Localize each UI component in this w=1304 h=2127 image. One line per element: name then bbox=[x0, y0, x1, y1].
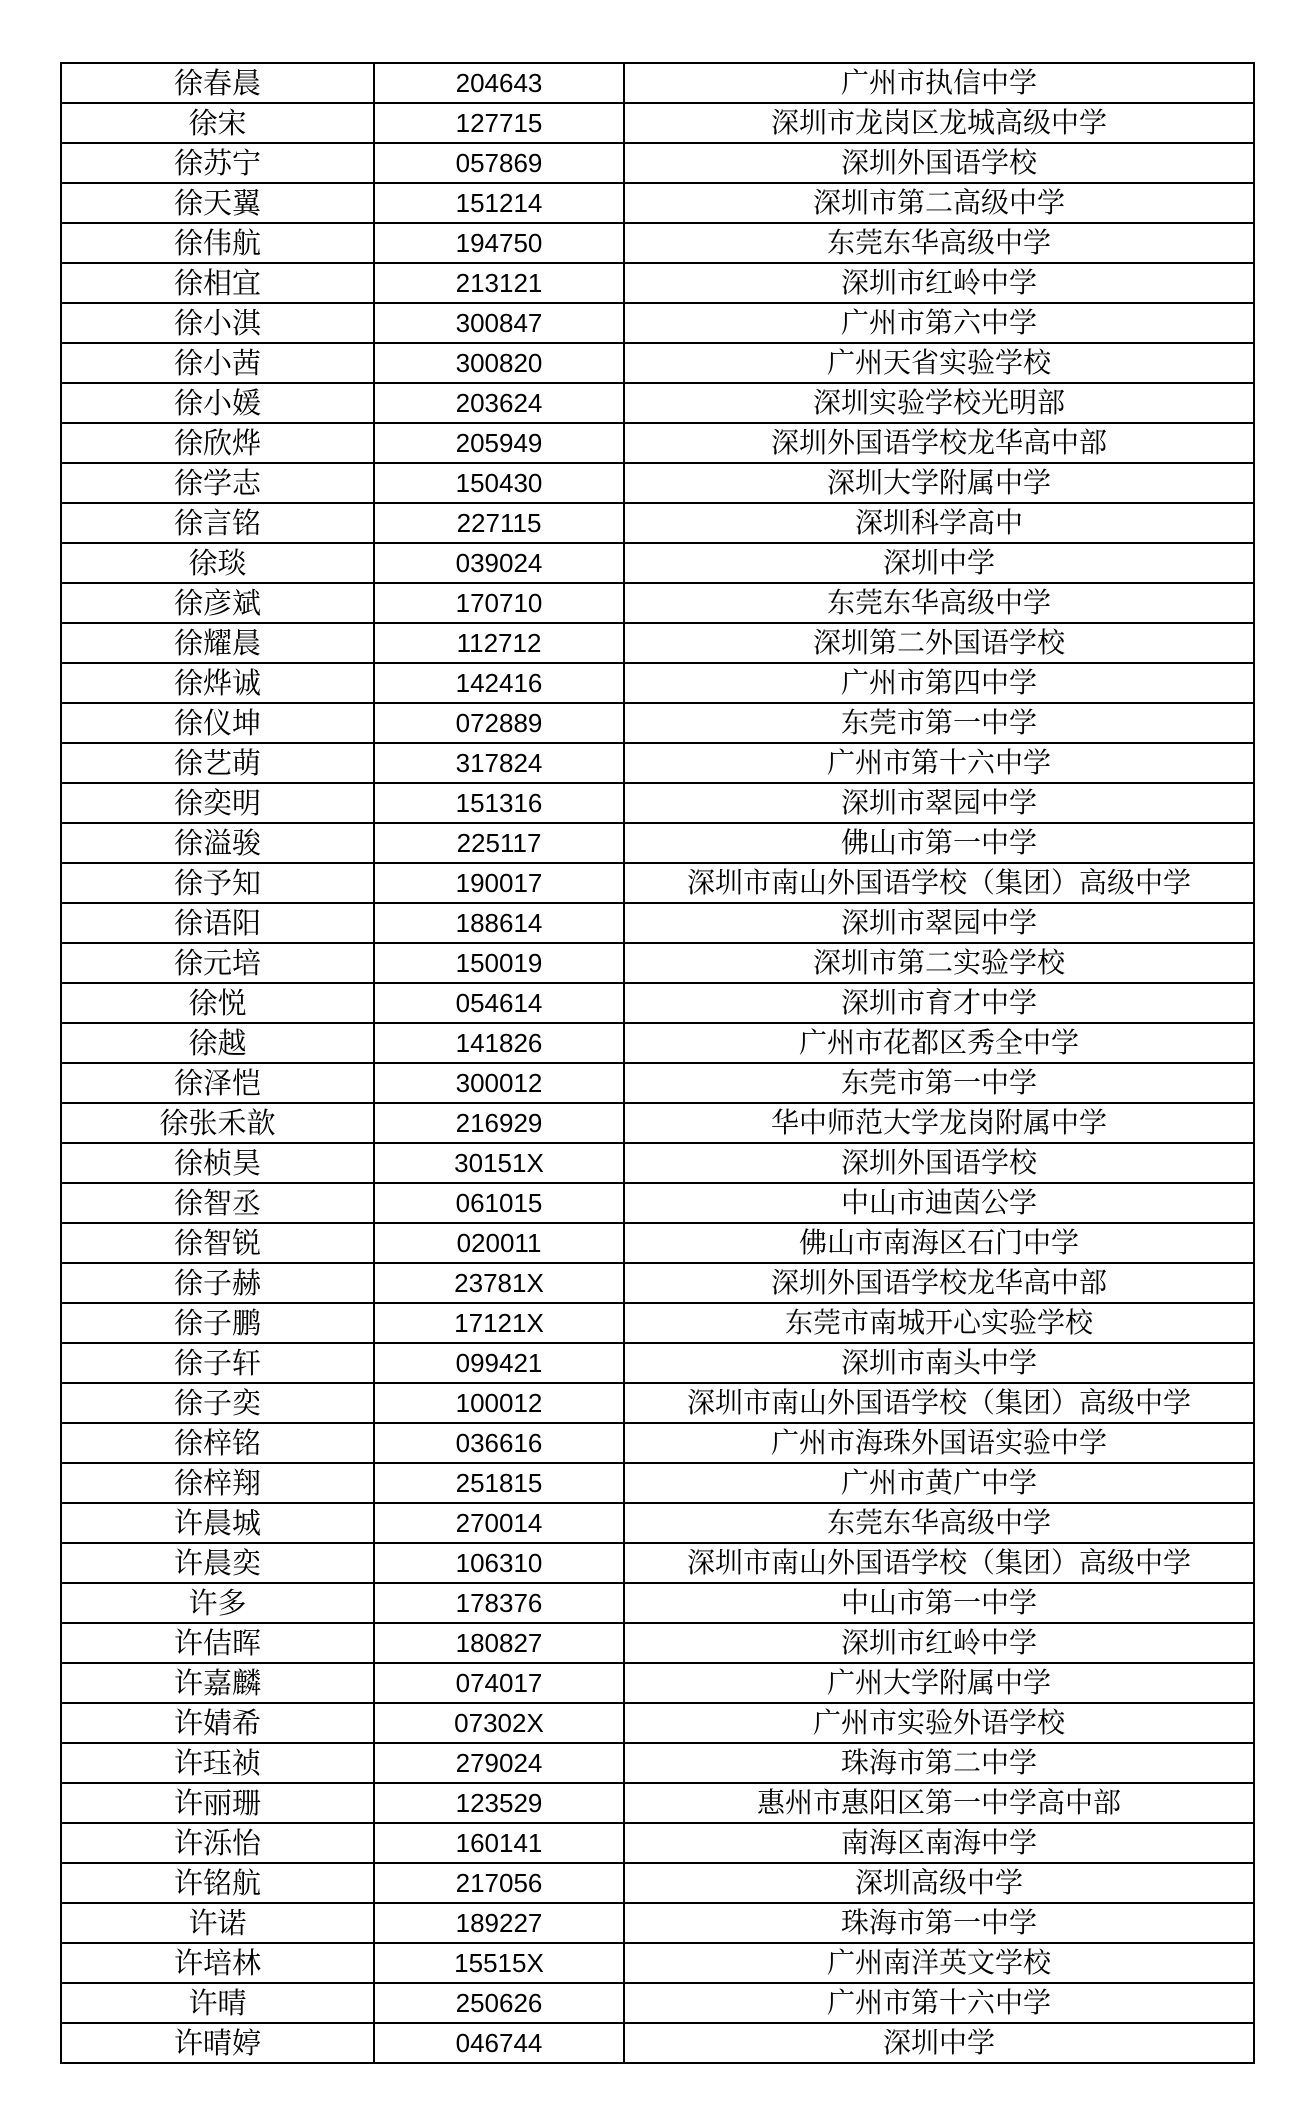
table-row bbox=[61, 623, 1254, 663]
student-name-cell: 徐子轩 bbox=[61, 1343, 374, 1383]
student-name-cell: 许晨城 bbox=[61, 1503, 374, 1543]
school-name-cell: 广州市执信中学 bbox=[624, 63, 1254, 103]
student-name-cell: 许晴 bbox=[61, 1983, 374, 2023]
student-id-cell: 203624 bbox=[374, 383, 624, 423]
table-row bbox=[61, 583, 1254, 623]
student-id-cell: 160141 bbox=[374, 1823, 624, 1863]
table-row bbox=[61, 783, 1254, 823]
table-row bbox=[61, 703, 1254, 743]
student-name-cell: 徐子赫 bbox=[61, 1263, 374, 1303]
student-name-cell: 徐梓铭 bbox=[61, 1423, 374, 1463]
student-id-cell: 106310 bbox=[374, 1543, 624, 1583]
student-name-cell: 徐小茜 bbox=[61, 343, 374, 383]
student-id-cell: 189227 bbox=[374, 1903, 624, 1943]
table-row bbox=[61, 743, 1254, 783]
student-id-cell: 099421 bbox=[374, 1343, 624, 1383]
school-name-cell: 深圳市南头中学 bbox=[624, 1343, 1254, 1383]
school-name-cell: 深圳外国语学校龙华高中部 bbox=[624, 423, 1254, 463]
school-name-cell: 广州天省实验学校 bbox=[624, 343, 1254, 383]
student-id-cell: 23781X bbox=[374, 1263, 624, 1303]
student-id-cell: 039024 bbox=[374, 543, 624, 583]
table-row bbox=[61, 1423, 1254, 1463]
student-name-cell: 徐艺萌 bbox=[61, 743, 374, 783]
student-id-cell: 151316 bbox=[374, 783, 624, 823]
student-id-cell: 227115 bbox=[374, 503, 624, 543]
school-name-cell: 深圳市南山外国语学校（集团）高级中学 bbox=[624, 863, 1254, 903]
student-id-cell: 190017 bbox=[374, 863, 624, 903]
student-name-cell: 徐梓翔 bbox=[61, 1463, 374, 1503]
table-row bbox=[61, 1143, 1254, 1183]
student-name-cell: 徐小媛 bbox=[61, 383, 374, 423]
student-name-cell: 徐语阳 bbox=[61, 903, 374, 943]
student-name-cell: 徐言铭 bbox=[61, 503, 374, 543]
school-name-cell: 深圳市龙岗区龙城高级中学 bbox=[624, 103, 1254, 143]
student-id-cell: 072889 bbox=[374, 703, 624, 743]
student-id-cell: 270014 bbox=[374, 1503, 624, 1543]
table-row bbox=[61, 1503, 1254, 1543]
student-id-cell: 054614 bbox=[374, 983, 624, 1023]
school-name-cell: 华中师范大学龙岗附属中学 bbox=[624, 1103, 1254, 1143]
school-name-cell: 广州市第十六中学 bbox=[624, 1983, 1254, 2023]
student-name-cell: 徐溢骏 bbox=[61, 823, 374, 863]
table-row bbox=[61, 1983, 1254, 2023]
student-name-cell: 徐苏宁 bbox=[61, 143, 374, 183]
student-id-cell: 100012 bbox=[374, 1383, 624, 1423]
student-id-cell: 123529 bbox=[374, 1783, 624, 1823]
table-row bbox=[61, 983, 1254, 1023]
school-name-cell: 广州市第十六中学 bbox=[624, 743, 1254, 783]
student-name-cell: 许诺 bbox=[61, 1903, 374, 1943]
table-row bbox=[61, 1703, 1254, 1743]
student-name-cell: 徐琰 bbox=[61, 543, 374, 583]
school-name-cell: 深圳外国语学校 bbox=[624, 1143, 1254, 1183]
table-row bbox=[61, 1783, 1254, 1823]
student-id-cell: 205949 bbox=[374, 423, 624, 463]
student-id-cell: 300847 bbox=[374, 303, 624, 343]
table-row bbox=[61, 63, 1254, 103]
school-name-cell: 广州南洋英文学校 bbox=[624, 1943, 1254, 1983]
school-name-cell: 东莞东华高级中学 bbox=[624, 223, 1254, 263]
student-id-cell: 112712 bbox=[374, 623, 624, 663]
student-name-cell: 许铭航 bbox=[61, 1863, 374, 1903]
table-row bbox=[61, 223, 1254, 263]
school-name-cell: 深圳市翠园中学 bbox=[624, 783, 1254, 823]
school-name-cell: 广州市花都区秀全中学 bbox=[624, 1023, 1254, 1063]
student-id-cell: 204643 bbox=[374, 63, 624, 103]
student-id-cell: 057869 bbox=[374, 143, 624, 183]
school-name-cell: 东莞市南城开心实验学校 bbox=[624, 1303, 1254, 1343]
student-id-cell: 251815 bbox=[374, 1463, 624, 1503]
student-id-cell: 300820 bbox=[374, 343, 624, 383]
student-id-cell: 127715 bbox=[374, 103, 624, 143]
school-name-cell: 深圳科学高中 bbox=[624, 503, 1254, 543]
student-id-cell: 061015 bbox=[374, 1183, 624, 1223]
student-name-cell: 徐奕明 bbox=[61, 783, 374, 823]
student-name-cell: 徐伟航 bbox=[61, 223, 374, 263]
student-id-cell: 151214 bbox=[374, 183, 624, 223]
school-name-cell: 深圳市第二高级中学 bbox=[624, 183, 1254, 223]
table-row bbox=[61, 943, 1254, 983]
table-row bbox=[61, 2023, 1254, 2063]
student-id-cell: 07302X bbox=[374, 1703, 624, 1743]
student-name-cell: 许培林 bbox=[61, 1943, 374, 1983]
student-id-cell: 216929 bbox=[374, 1103, 624, 1143]
table-row bbox=[61, 103, 1254, 143]
school-name-cell: 深圳实验学校光明部 bbox=[624, 383, 1254, 423]
student-id-cell: 317824 bbox=[374, 743, 624, 783]
student-id-cell: 150019 bbox=[374, 943, 624, 983]
student-id-cell: 046744 bbox=[374, 2023, 624, 2063]
student-id-cell: 036616 bbox=[374, 1423, 624, 1463]
table-row bbox=[61, 383, 1254, 423]
table-row bbox=[61, 1623, 1254, 1663]
student-name-cell: 徐烨诚 bbox=[61, 663, 374, 703]
student-name-cell: 徐欣烨 bbox=[61, 423, 374, 463]
table-row bbox=[61, 1943, 1254, 1983]
school-name-cell: 深圳外国语学校龙华高中部 bbox=[624, 1263, 1254, 1303]
table-row bbox=[61, 303, 1254, 343]
table-row bbox=[61, 863, 1254, 903]
school-name-cell: 深圳市育才中学 bbox=[624, 983, 1254, 1023]
student-id-cell: 225117 bbox=[374, 823, 624, 863]
student-name-cell: 许佶晖 bbox=[61, 1623, 374, 1663]
school-name-cell: 东莞市第一中学 bbox=[624, 1063, 1254, 1103]
student-id-cell: 279024 bbox=[374, 1743, 624, 1783]
student-name-cell: 徐学志 bbox=[61, 463, 374, 503]
roster-table bbox=[60, 62, 1255, 2064]
school-name-cell: 珠海市第二中学 bbox=[624, 1743, 1254, 1783]
student-id-cell: 30151X bbox=[374, 1143, 624, 1183]
table-row bbox=[61, 1103, 1254, 1143]
school-name-cell: 东莞市第一中学 bbox=[624, 703, 1254, 743]
school-name-cell: 佛山市第一中学 bbox=[624, 823, 1254, 863]
roster-table-body bbox=[61, 63, 1254, 2063]
school-name-cell: 东莞东华高级中学 bbox=[624, 583, 1254, 623]
student-name-cell: 许晴婷 bbox=[61, 2023, 374, 2063]
school-name-cell: 深圳市红岭中学 bbox=[624, 1623, 1254, 1663]
table-row bbox=[61, 823, 1254, 863]
school-name-cell: 深圳大学附属中学 bbox=[624, 463, 1254, 503]
student-name-cell: 徐智丞 bbox=[61, 1183, 374, 1223]
table-row bbox=[61, 1303, 1254, 1343]
table-row bbox=[61, 1063, 1254, 1103]
table-row bbox=[61, 343, 1254, 383]
school-name-cell: 深圳中学 bbox=[624, 2023, 1254, 2063]
table-row bbox=[61, 463, 1254, 503]
student-name-cell: 徐仪坤 bbox=[61, 703, 374, 743]
student-id-cell: 150430 bbox=[374, 463, 624, 503]
table-row bbox=[61, 1583, 1254, 1623]
student-id-cell: 300012 bbox=[374, 1063, 624, 1103]
school-name-cell: 珠海市第一中学 bbox=[624, 1903, 1254, 1943]
school-name-cell: 中山市迪茵公学 bbox=[624, 1183, 1254, 1223]
school-name-cell: 深圳市南山外国语学校（集团）高级中学 bbox=[624, 1543, 1254, 1583]
table-row bbox=[61, 1743, 1254, 1783]
school-name-cell: 深圳市南山外国语学校（集团）高级中学 bbox=[624, 1383, 1254, 1423]
student-id-cell: 194750 bbox=[374, 223, 624, 263]
student-name-cell: 徐桢昊 bbox=[61, 1143, 374, 1183]
school-name-cell: 深圳市红岭中学 bbox=[624, 263, 1254, 303]
student-name-cell: 徐春晨 bbox=[61, 63, 374, 103]
school-name-cell: 中山市第一中学 bbox=[624, 1583, 1254, 1623]
table-row bbox=[61, 1023, 1254, 1063]
school-name-cell: 深圳高级中学 bbox=[624, 1863, 1254, 1903]
table-row bbox=[61, 663, 1254, 703]
table-row bbox=[61, 543, 1254, 583]
table-row bbox=[61, 903, 1254, 943]
table-row bbox=[61, 143, 1254, 183]
school-name-cell: 广州市海珠外国语实验中学 bbox=[624, 1423, 1254, 1463]
student-id-cell: 170710 bbox=[374, 583, 624, 623]
school-name-cell: 东莞东华高级中学 bbox=[624, 1503, 1254, 1543]
student-id-cell: 141826 bbox=[374, 1023, 624, 1063]
table-row bbox=[61, 423, 1254, 463]
school-name-cell: 深圳市第二实验学校 bbox=[624, 943, 1254, 983]
student-id-cell: 17121X bbox=[374, 1303, 624, 1343]
school-name-cell: 深圳外国语学校 bbox=[624, 143, 1254, 183]
student-name-cell: 徐宋 bbox=[61, 103, 374, 143]
student-name-cell: 徐彦斌 bbox=[61, 583, 374, 623]
student-id-cell: 217056 bbox=[374, 1863, 624, 1903]
student-id-cell: 180827 bbox=[374, 1623, 624, 1663]
school-name-cell: 深圳市翠园中学 bbox=[624, 903, 1254, 943]
school-name-cell: 佛山市南海区石门中学 bbox=[624, 1223, 1254, 1263]
student-name-cell: 徐予知 bbox=[61, 863, 374, 903]
table-row bbox=[61, 1263, 1254, 1303]
table-row bbox=[61, 1463, 1254, 1503]
table-row bbox=[61, 1183, 1254, 1223]
student-name-cell: 徐张禾歆 bbox=[61, 1103, 374, 1143]
student-name-cell: 徐小淇 bbox=[61, 303, 374, 343]
student-id-cell: 142416 bbox=[374, 663, 624, 703]
student-id-cell: 188614 bbox=[374, 903, 624, 943]
table-row bbox=[61, 1663, 1254, 1703]
table-row bbox=[61, 263, 1254, 303]
table-row bbox=[61, 503, 1254, 543]
school-name-cell: 广州大学附属中学 bbox=[624, 1663, 1254, 1703]
student-name-cell: 徐越 bbox=[61, 1023, 374, 1063]
school-name-cell: 深圳第二外国语学校 bbox=[624, 623, 1254, 663]
student-name-cell: 徐元培 bbox=[61, 943, 374, 983]
student-name-cell: 许嘉麟 bbox=[61, 1663, 374, 1703]
student-name-cell: 徐智锐 bbox=[61, 1223, 374, 1263]
school-name-cell: 惠州市惠阳区第一中学高中部 bbox=[624, 1783, 1254, 1823]
school-name-cell: 广州市第四中学 bbox=[624, 663, 1254, 703]
table-row bbox=[61, 1903, 1254, 1943]
table-row bbox=[61, 1543, 1254, 1583]
student-id-cell: 178376 bbox=[374, 1583, 624, 1623]
student-name-cell: 徐子鹏 bbox=[61, 1303, 374, 1343]
school-name-cell: 广州市黄广中学 bbox=[624, 1463, 1254, 1503]
student-id-cell: 213121 bbox=[374, 263, 624, 303]
student-name-cell: 徐天翼 bbox=[61, 183, 374, 223]
table-row bbox=[61, 1823, 1254, 1863]
student-name-cell: 许多 bbox=[61, 1583, 374, 1623]
student-name-cell: 许丽珊 bbox=[61, 1783, 374, 1823]
school-name-cell: 深圳中学 bbox=[624, 543, 1254, 583]
student-id-cell: 074017 bbox=[374, 1663, 624, 1703]
student-id-cell: 020011 bbox=[374, 1223, 624, 1263]
student-name-cell: 许泺怡 bbox=[61, 1823, 374, 1863]
student-name-cell: 徐泽恺 bbox=[61, 1063, 374, 1103]
school-name-cell: 南海区南海中学 bbox=[624, 1823, 1254, 1863]
table-row bbox=[61, 1383, 1254, 1423]
table-row bbox=[61, 1863, 1254, 1903]
student-name-cell: 徐相宜 bbox=[61, 263, 374, 303]
student-name-cell: 许晨奕 bbox=[61, 1543, 374, 1583]
school-name-cell: 广州市第六中学 bbox=[624, 303, 1254, 343]
student-id-cell: 15515X bbox=[374, 1943, 624, 1983]
student-name-cell: 徐悦 bbox=[61, 983, 374, 1023]
school-name-cell: 广州市实验外语学校 bbox=[624, 1703, 1254, 1743]
student-id-cell: 250626 bbox=[374, 1983, 624, 2023]
table-row bbox=[61, 1343, 1254, 1383]
student-name-cell: 许婧希 bbox=[61, 1703, 374, 1743]
table-row bbox=[61, 1223, 1254, 1263]
table-row bbox=[61, 183, 1254, 223]
student-name-cell: 徐子奕 bbox=[61, 1383, 374, 1423]
student-name-cell: 许珏祯 bbox=[61, 1743, 374, 1783]
student-name-cell: 徐耀晨 bbox=[61, 623, 374, 663]
